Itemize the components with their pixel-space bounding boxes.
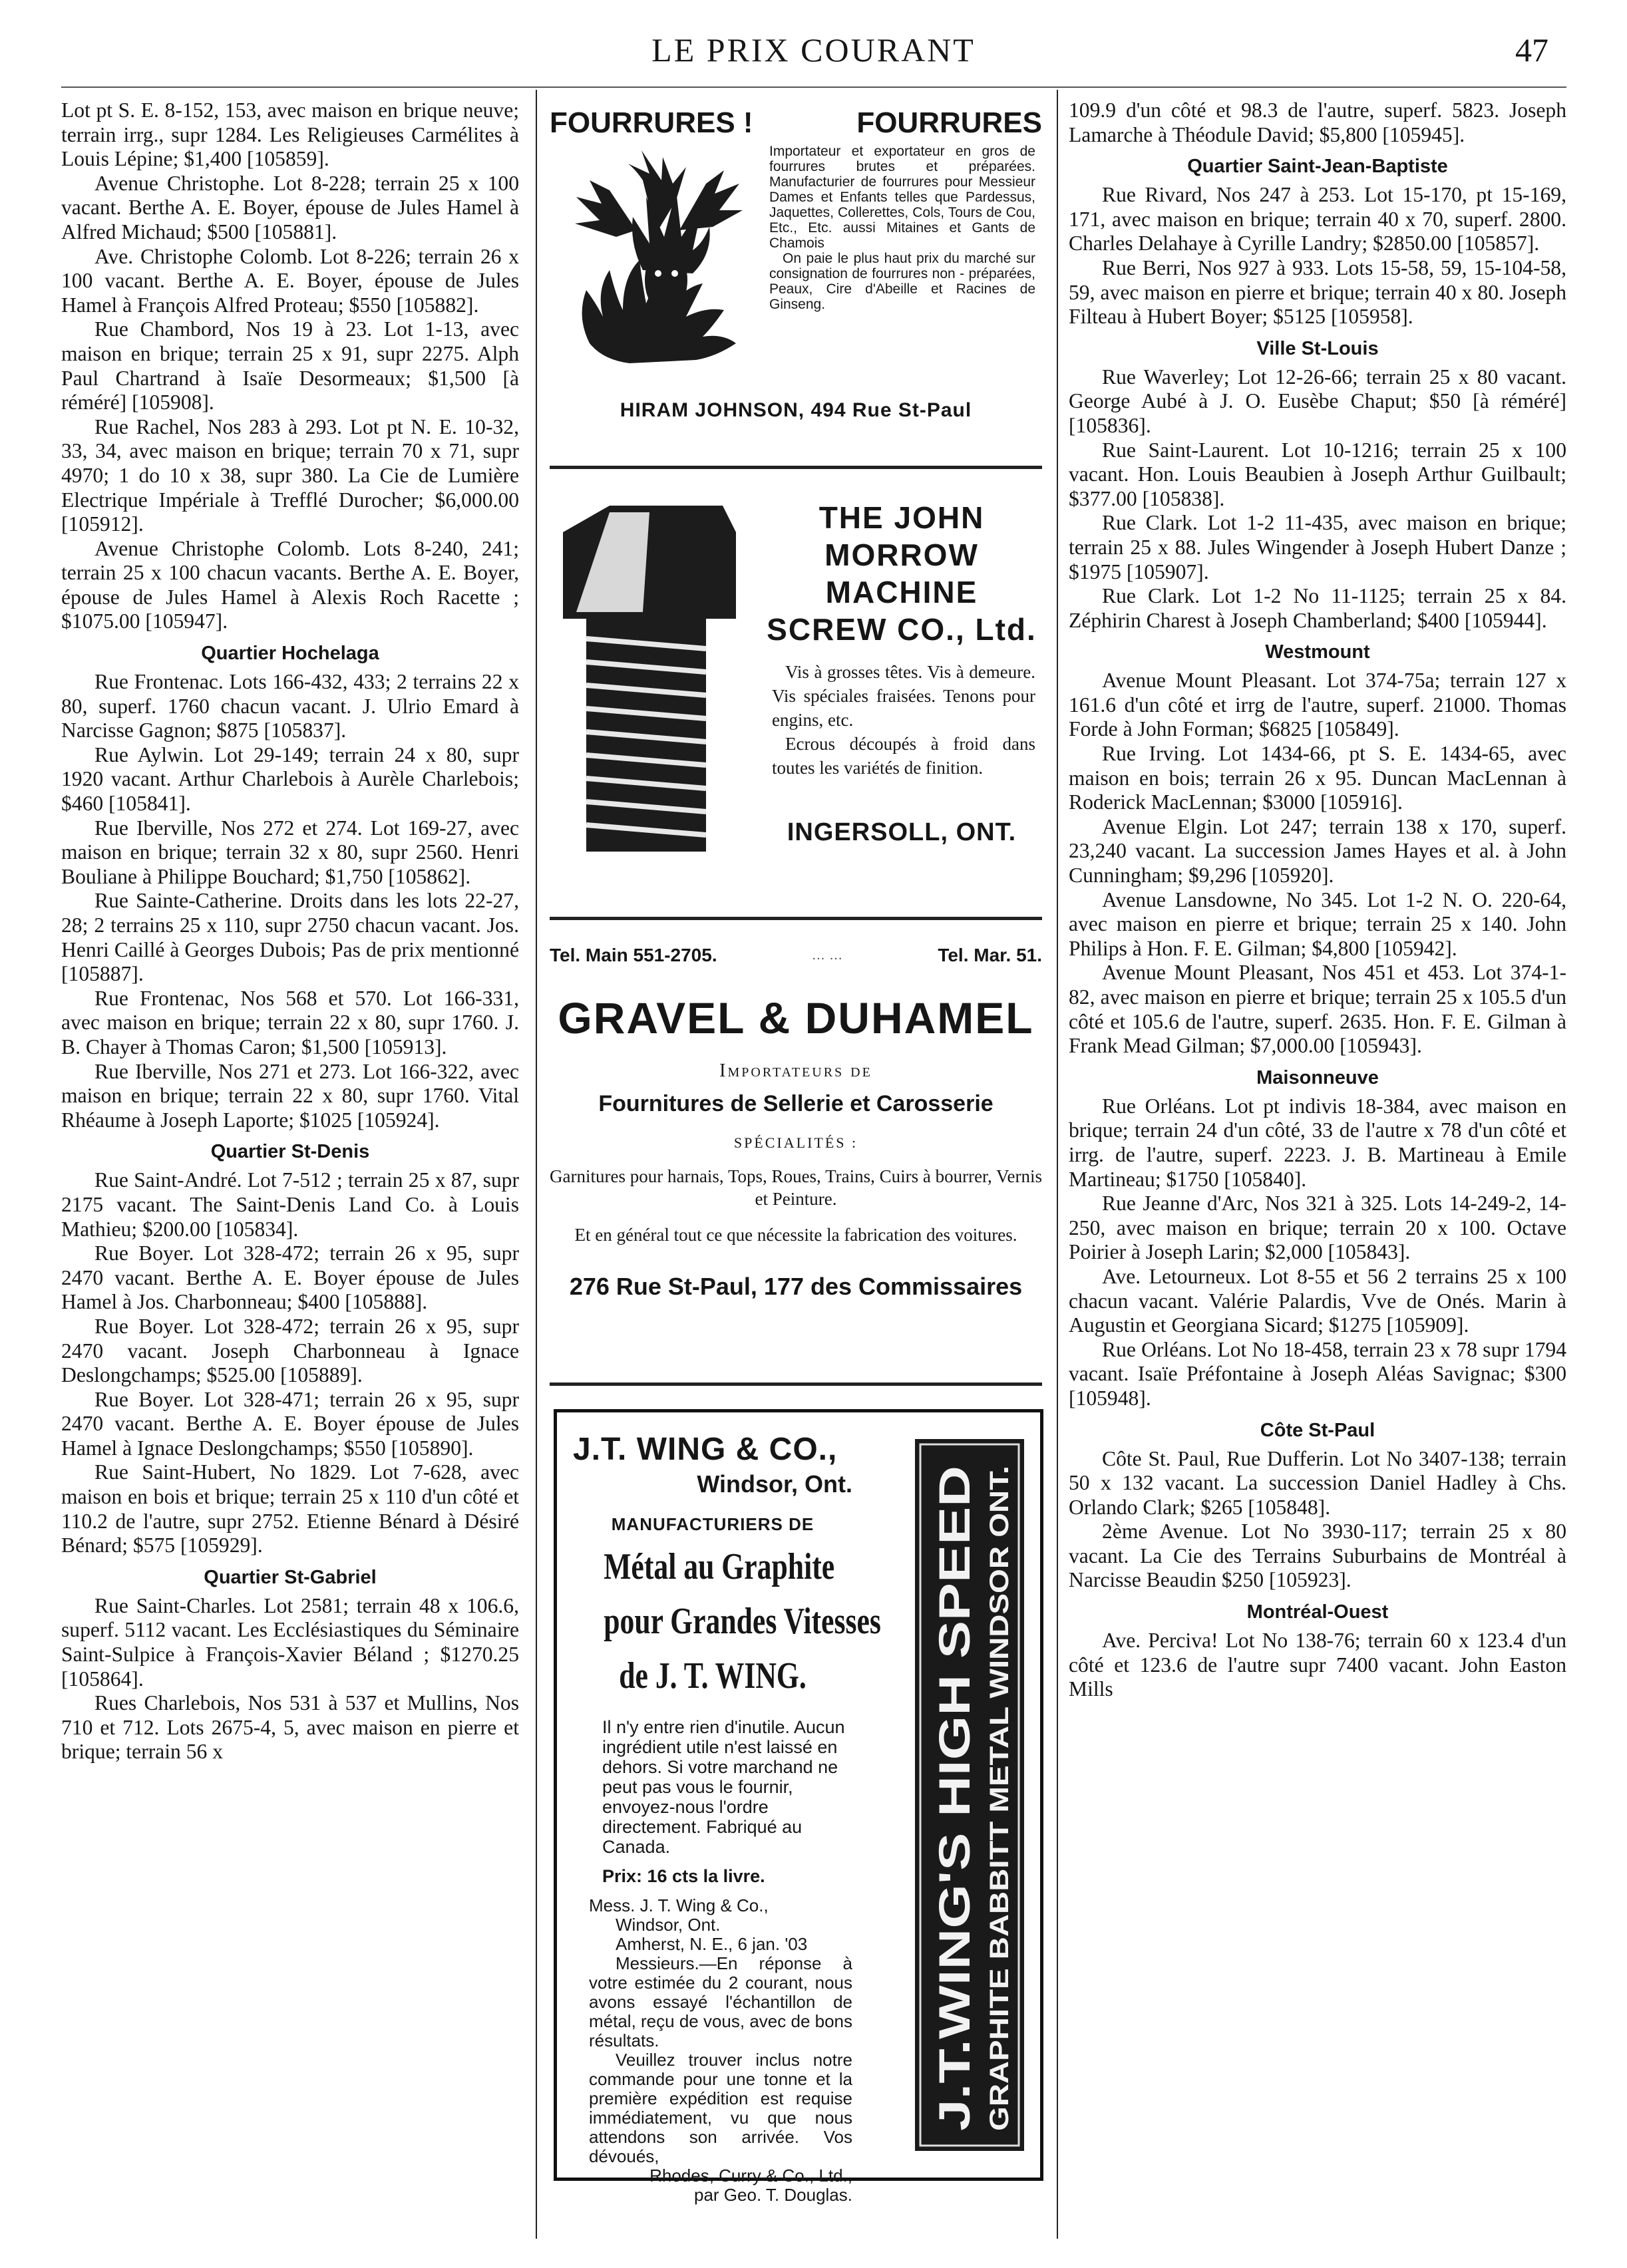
listing-entry: Rue Clark. Lot 1-2 No 11-1125; terrain 25 x 84. Zéphirin Charest à Joseph Chamberland; $400 [105944].: [1069, 584, 1566, 632]
section-heading: Montréal-Ouest: [1246, 1601, 1389, 1623]
listing-entry: Avenue Christophe Colomb. Lots 8-240, 241; terrain 25 x 100 chacun vacants. Berthe A. E. Boyer, épouse de Jules Hamel à Alexis Roch Racette ; $1075.00 [105947].: [61, 536, 519, 633]
ad-divider: [550, 466, 1042, 469]
wing-ad-note: Il n'y entre rien d'inutile. Aucun ingrédient utile n'est laissé en dehors. Si votre marchand ne peut pas vous le fournir, envoyez-nous l'ordre directement. Fabriqué au Canada.: [602, 1717, 845, 1857]
gravel-ad-tel-mid: ... ...: [812, 947, 843, 963]
listing-entry: 109.9 d'un côté et 98.3 de l'autre, superf. 5823. Joseph Lamarche à Théodule David; $5,800 [105945].: [1069, 98, 1566, 146]
ad-divider: [550, 917, 1042, 920]
ad-divider: [550, 1382, 1042, 1386]
fur-ad-text: [769, 144, 1035, 383]
listing-entry: Rue Jeanne d'Arc, Nos 321 à 325. Lots 14-249-2, 14-250, avec maison en brique; terrain 20 x 100. Octave Poirier à Joseph Larin; $2,000 [105843].: [1069, 1192, 1566, 1264]
right-column: [1069, 98, 1566, 1702]
listing-entry: Rue Boyer. Lot 328-472; terrain 26 x 95, supr 2470 vacant. Berthe A. E. Boyer épouse de Jules Hamel à Jos. Charbonneau; $400 [105888].: [61, 1241, 519, 1314]
morrow-advertisement: [550, 486, 1042, 885]
listing-entry: Rue Orléans. Lot pt indivis 18-384, avec maison en brique; terrain 24 d'un côté, 33 de l'autre x 78 d'un côté et irrg. de l'autre, superf. 2223. J. B. Martineau à Emile Martineau; $1750 [105840].: [1069, 1094, 1566, 1191]
wing-ad-letter-city: Windsor, Ont.: [616, 1915, 721, 1935]
listing-entry: Avenue Lansdowne, No 345. Lot 1-2 N. O. 220-64, avec maison en pierre et brique; terrain 25 x 140. John Philips à Hon. F. E. Gilman; $4,800 [105942].: [1069, 888, 1566, 960]
listing-entry: Rue Clark. Lot 1-2 11-435, avec maison en brique; terrain 25 x 88. Jules Wingender à Joseph Hubert Danze ; $1975 [105907].: [1069, 511, 1566, 583]
listing-entry: Rue Iberville, Nos 271 et 273. Lot 166-322, avec maison en brique; terrain 22 x 80, supr 1760. Vital Rhéaume à Joseph Laporte; $1025 [105924].: [61, 1059, 519, 1132]
listing-entry: Avenue Mount Pleasant. Lot 374-75a; terrain 127 x 161.6 d'un côté et irrg de l'autre, superf. 21000. Thomas Forde à John Forman; $6825 [105849].: [1069, 669, 1566, 741]
gravel-ad-items: Garnitures pour harnais, Tops, Roues, Trains, Cuirs à bourrer, Vernis et Peinture.: [550, 1166, 1042, 1209]
left-column: [61, 98, 519, 1764]
wing-ad-company: J.T. WING & CO.,: [573, 1432, 838, 1467]
gravel-duhamel-advertisement: [550, 945, 1042, 1357]
wing-ad-letter: [573, 1896, 852, 2205]
listing-entry: Rue Saint-Charles. Lot 2581; terrain 48 x 106.6, superf. 5112 vacant. Les Ecclésiastiques du Séminaire Saint-Sulpice à François-Xavier Béland ; $1270.25 [105864].: [61, 1593, 519, 1691]
morrow-ad-name: THE JOHN MORROW MACHINE SCREW CO., Ltd.: [767, 500, 1037, 647]
wing-ad-metal-line: de J. T. WING.: [619, 1655, 807, 1697]
gravel-ad-specialties: SPÉCIALITÉS :: [733, 1134, 858, 1151]
header-rule: [61, 86, 1566, 88]
fur-ad-address: HIRAM JOHNSON, 494 Rue St-Paul: [620, 399, 972, 421]
section-heading: Quartier St-Denis: [210, 1141, 370, 1163]
wing-ad-letter-signature: Rhodes, Curry & Co., Ltd.,: [649, 2166, 852, 2186]
listing-entry: Avenue Mount Pleasant, Nos 451 et 453. Lot 374-1-82, avec maison en pierre et brique; terrain 25 x 105.5 d'un côté et 105.6 de l'autre, superf. 2635. Hon. F. E. Gilman à Frank Mead Gilman; $7,000.00 [105943].: [1069, 961, 1566, 1058]
wing-ad-metal-line: pour Grandes Vitesses: [604, 1601, 881, 1642]
wing-ad-letter-date: Amherst, N. E., 6 jan. '03: [616, 1934, 808, 1954]
fur-ad-heading-left: FOURRURES !: [550, 106, 753, 139]
listing-entry: Rue Orléans. Lot No 18-458, terrain 23 x 78 supr 1794 vacant. Isaïe Préfontaine à Joseph Aléas Savignac; $300 [105948].: [1069, 1337, 1566, 1410]
gravel-ad-importers: Importateurs de: [719, 1060, 872, 1081]
listing-entry: Rue Saint-Hubert, No 1829. Lot 7-628, avec maison en bois et brique; terrain 25 x 110 d'un côté et 110.2 de l'autre, supr 2752. Etienne Bénard à Désiré Bénard; $575 [105929].: [61, 1460, 519, 1557]
gravel-ad-name: GRAVEL & DUHAMEL: [558, 993, 1034, 1043]
morrow-ad-desc-line: Ecrous découpés à froid dans toutes les variétés de finition.: [772, 734, 1035, 778]
fur-ad-heading: [550, 106, 1042, 140]
section-heading: Quartier Hochelaga: [201, 643, 379, 665]
wing-ad-letter-body: Veuillez trouver inclus notre commande pour une tonne et la première expédition est requise immédiatement, vu que nous attendons son arrivée. Vos dévoués,: [589, 2050, 852, 2166]
wing-ad-letter-signature: par Geo. T. Douglas.: [694, 2185, 852, 2205]
section-heading: Maisonneuve: [1256, 1066, 1379, 1088]
wing-ad-price: Prix: 16 cts la livre.: [602, 1866, 765, 1886]
page-header-title: LE PRIX COURANT: [651, 31, 976, 69]
wing-ad-letter-body: Messieurs.—En réponse à votre estimée du 2 courant, nous avons essayé l'échantillon de métal, reçu de vous, avec de bons résultats.: [589, 1953, 853, 2050]
morrow-ad-city: INGERSOLL, ONT.: [787, 818, 1017, 846]
listing-entry: Ave. Perciva! Lot No 138-76; terrain 60 x 123.4 d'un côté et 123.6 de l'autre supr 7400 vacant. John Easton Mills: [1069, 1629, 1566, 1701]
gravel-ad-tel-right: Tel. Mar. 51.: [938, 945, 1042, 965]
listing-entry: Rue Frontenac, Nos 568 et 570. Lot 166-331, avec maison en brique; terrain 22 x 80, supr 1760. J. B. Chayer à Thomas Caron; $1,500 [105913].: [61, 986, 519, 1058]
listing-entry: Rues Charlebois, Nos 531 à 537 et Mullins, Nos 710 et 712. Lots 2675-4, 5, avec maison en pierre et brique; terrain 56 x: [61, 1691, 519, 1764]
listing-entry: Rue Irving. Lot 1434-66, pt S. E. 1434-65, avec maison en bois; terrain 26 x 95. Duncan MacLennan à Roderick MacLennan; $3000 [105916].: [1069, 742, 1566, 814]
wing-ad-manufacturers: MANUFACTURIERS DE: [611, 1514, 814, 1534]
section-heading: Quartier Saint-Jean-Baptiste: [1187, 156, 1448, 178]
listing-entry: Rue Rachel, Nos 283 à 293. Lot pt N. E. 10-32, 33, 34, avec maison en brique; terrain 70 x 71, supr 4970; 1 do 10 x 38, supr 380. La Cie de Lumière Electrique Impériale à Trefflé Durocher; $6,000.00 [105912].: [61, 414, 519, 536]
section-heading: Westmount: [1265, 641, 1370, 663]
listing-entry: Ave. Letourneux. Lot 8-55 et 56 2 terrains 25 x 100 chacun vacant. Valérie Palardis, Vve de Onés. Marin à Augustin et Georgiana Sicard; $1275 [105909].: [1069, 1264, 1566, 1337]
metal-bar-icon: [915, 1439, 1024, 2151]
wing-ad-metal-bar: [915, 1439, 1024, 2151]
column-rule-left: [536, 90, 537, 2239]
fur-ad-heading-right: FOURRURES: [856, 106, 1042, 139]
section-heading: Ville St-Louis: [1256, 337, 1379, 359]
listing-entry: Rue Iberville, Nos 272 et 274. Lot 169-27, avec maison en brique; terrain 32 x 80, supr 2560. Henri Bouliane à Philippe Bouchard; $1,750 [105862].: [61, 816, 519, 888]
listing-entry: Rue Boyer. Lot 328-471; terrain 26 x 95, supr 2470 vacant. Berthe A. E. Boyer épouse de Jules Hamel à Ignace Deslongchamps; $550 [105890].: [61, 1387, 519, 1460]
morrow-ad-desc-line: Vis à grosses têtes. Vis à demeure. Vis spéciales fraisées. Tenons pour engins, etc.: [772, 662, 1035, 730]
listing-entry: Rue Rivard, Nos 247 à 253. Lot 15-170, pt 15-169, 171, avec maison en brique; terrain 40 x 70, superf. 2800. Charles Delahaye à Cyrille Landry; $2850.00 [105857].: [1069, 183, 1566, 255]
wing-ad-letter-to: Mess. J. T. Wing & Co.,: [589, 1895, 769, 1915]
listing-entry: Avenue Elgin. Lot 247; terrain 138 x 170, superf. 23,240 vacant. La succession James Hayes et al. à John Cunningham; $9,296 [105920].: [1069, 814, 1566, 888]
fur-ad-text-line: Importateur et exportateur en gros de fourrures brutes et préparées. Manufacturier de fourrures pour Messieur Dames et Enfants telles que Pardessus, Jaquettes, Collerettes, Cols, Tours de Cou, Etc., Etc. aussi Mitaines et Gants de Chamois: [769, 144, 1035, 251]
listing-entry: Ave. Christophe Colomb. Lot 8-226; terrain 26 x 100 vacant. Berthe A. E. Boyer, épouse de Jules Hamel à François Alfred Proteau; $550 [105882].: [61, 244, 519, 317]
gravel-ad-supplies: Fournitures de Sellerie et Carosserie: [598, 1091, 994, 1116]
listing-entry: Rue Waverley; Lot 12-26-66; terrain 25 x 80 vacant. George Aubé à J. O. Eusèbe Chaput; $50 [à réméré] [105836].: [1069, 365, 1566, 437]
listing-entry: Côte St. Paul, Rue Dufferin. Lot No 3407-138; terrain 50 x 132 vacant. La succession Daniel Hadley à Chs. Orlando Clark; $265 [105848].: [1069, 1446, 1566, 1519]
section-heading: Quartier St-Gabriel: [204, 1566, 377, 1588]
listing-entry: Rue Saint-Laurent. Lot 10-1216; terrain 25 x 100 vacant. Hon. Louis Beaubien à Joseph Arthur Guilbault; $377.00 [105838].: [1069, 438, 1566, 510]
wing-ad-bar-text-1: J.T.WING'S HIGH SPEED: [930, 1617, 979, 2131]
morrow-ad-description: [772, 660, 1035, 780]
wing-ad-city: Windsor, Ont.: [697, 1470, 852, 1498]
wing-ad-metal-line: Métal au Graphite: [604, 1546, 835, 1587]
listing-entry: Avenue Christophe. Lot 8-228; terrain 25 x 100 vacant. Berthe A. E. Boyer, épouse de Jules Hamel à Alfred Michaud; $500 [105881].: [61, 171, 519, 243]
listing-entry: Rue Chambord, Nos 19 à 23. Lot 1-13, avec maison en brique; terrain 25 x 91, supr 2275. Alph Paul Chartrand à Isaïe Desormeaux; $1,500 [à réméré] [105908].: [61, 317, 519, 414]
wing-ad-bar-text-2: GRAPHITE BABBITT METAL WINDSOR ONT.: [985, 1568, 1014, 2131]
listing-entry: Lot pt S. E. 8-152, 153, avec maison en brique neuve; terrain irrg., supr 1284. Les Religieuses Carmélites à Louis Lépine; $1,400 [105859].: [61, 98, 519, 171]
fur-ad-text-line: On paie le plus haut prix du marché sur consignation de fourrures non - préparées, Peaux, Cire d'Abeille et Racines de Ginseng.: [769, 251, 1035, 312]
listing-entry: Rue Aylwin. Lot 29-149; terrain 24 x 80, supr 1920 vacant. Arthur Charlebois à Aurèle Charlebois; $460 [105841].: [61, 742, 519, 816]
listing-entry: Rue Saint-André. Lot 7-512 ; terrain 25 x 87, supr 2175 vacant. The Saint-Denis Land Co. à Louis Mathieu; $200.00 [105834].: [61, 1168, 519, 1241]
gravel-ad-address: 276 Rue St-Paul, 177 des Commissaires: [569, 1273, 1023, 1300]
listing-entry: Rue Berri, Nos 927 à 933. Lots 15-58, 59, 15-104-58, 59, avec maison en pierre et brique; terrain 40 x 80. Joseph Filteau à Hubert Boyer; $5125 [105958].: [1069, 255, 1566, 329]
gravel-ad-tel-left: Tel. Main 551-2705.: [550, 945, 717, 965]
gravel-ad-general: Et en général tout ce que nécessite la fabrication des voitures.: [574, 1225, 1017, 1245]
listing-entry: Rue Frontenac. Lots 166-432, 433; 2 terrains 22 x 80, superf. 1760 chacun vacant. J. Ulrio Emard à Narcisse Gagnon; $875 [105837].: [61, 670, 519, 742]
listing-entry: Rue Boyer. Lot 328-472; terrain 26 x 95, supr 2470 vacant. Joseph Charbonneau à Ignace Deslongchamps; $525.00 [105889].: [61, 1314, 519, 1387]
fur-advertisement: [550, 106, 1042, 452]
stag-head-icon: [550, 144, 769, 383]
page-number: 47: [1515, 31, 1548, 69]
section-heading: Côte St-Paul: [1260, 1419, 1375, 1441]
listing-entry: 2ème Avenue. Lot No 3930-117; terrain 25 x 80 vacant. La Cie des Terrains Suburbains de Montréal à Narcisse Beaudin $250 [105923].: [1069, 1520, 1566, 1592]
wing-advertisement: [554, 1409, 1043, 2205]
bolt-icon: [550, 506, 743, 865]
listing-entry: Rue Sainte-Catherine. Droits dans les lots 22-27, 28; 2 terrains 25 x 110, supr 2750 chacun vacant. Jos. Henri Caillé à Georges Dubois; Pas de prix mentionné [105887].: [61, 889, 519, 986]
column-rule-right: [1057, 90, 1058, 2239]
